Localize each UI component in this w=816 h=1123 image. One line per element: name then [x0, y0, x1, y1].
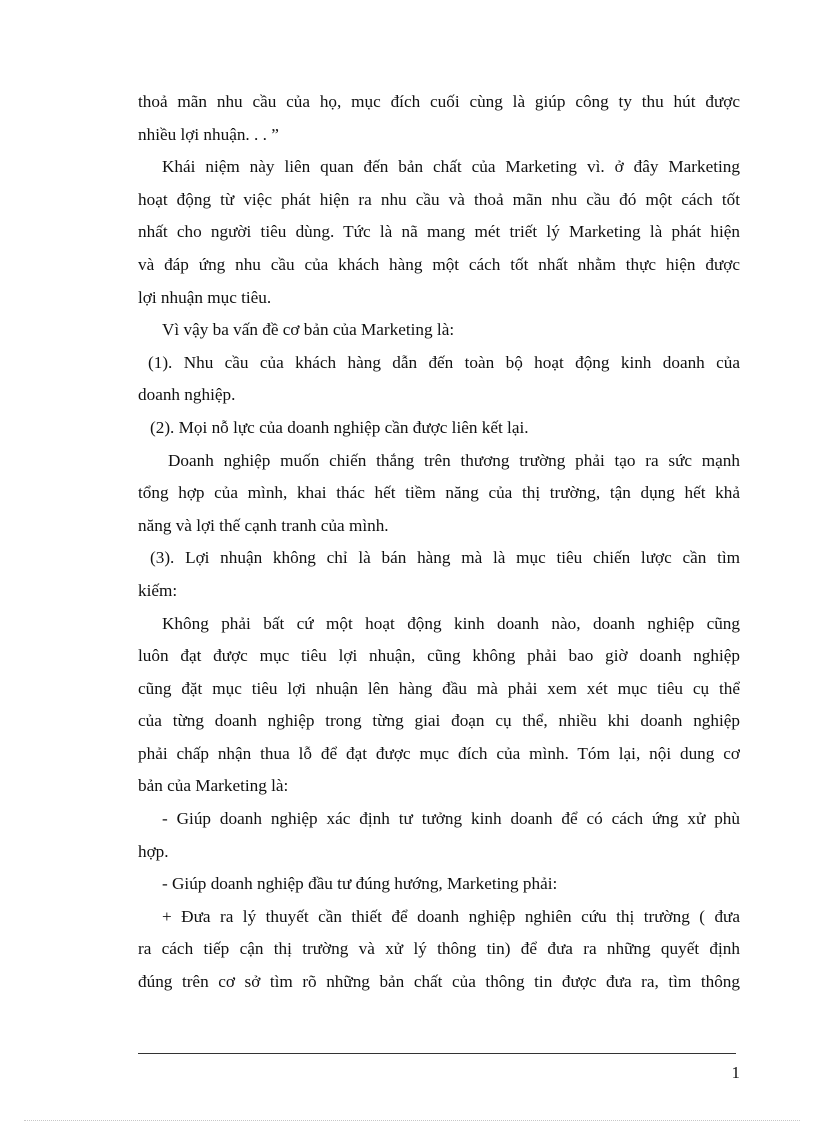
text-line-6: và đáp ứng nhu cầu của khách hàng một cách tốt nhất nhằm thực hiện được: [138, 254, 740, 274]
text-line-17: Không phải bất cứ một hoạt động kinh doanh nào, doanh nghiệp cũng: [162, 613, 740, 633]
text-line-11: (2). Mọi nỗ lực của doanh nghiệp cần được liên kết lại.: [150, 417, 529, 437]
text-line-1: thoả mãn nhu cầu của họ, mục đích cuối cùng là giúp công ty thu hút được: [138, 92, 740, 111]
text-line-8: Vì vậy ba vấn đề cơ bản của Marketing là:: [162, 320, 455, 340]
text-line-15: (3). Lợi nhuận không chỉ là bán hàng mà là mục tiêu chiến lược cần tìm: [150, 548, 740, 568]
text-line-26: + Đưa ra lý thuyết cần thiết để doanh nghiệp nghiên cứu thị trường ( đưa: [162, 906, 740, 926]
text-line-18: luôn đạt được mục tiêu lợi nhuận, cũng không phải bao giờ doanh nghiệp: [138, 646, 740, 666]
text-line-13: tổng hợp của mình, khai thác hết tiềm năng của thị trường, tận dụng hết khả: [138, 483, 740, 503]
page-number: 1: [731, 1063, 740, 1082]
text-line-5: nhất cho người tiêu dùng. Tức là nã mang mét triết lý Marketing là phát hiện: [138, 222, 740, 242]
text-line-22: bản của Marketing là:: [138, 776, 289, 796]
text-line-16: kiếm:: [138, 580, 178, 600]
text-line-28: đúng trên cơ sở tìm rõ những bản chất của thông tin được đưa ra, tìm thông: [138, 972, 740, 992]
document-body: [138, 86, 740, 999]
text-line-3: Khái niệm này liên quan đến bản chất của Marketing vì. ở đây Marketing: [162, 157, 740, 177]
text-line-4: hoạt động từ việc phát hiện ra nhu cầu và thoả mãn nhu cầu đó một cách tốt: [138, 189, 740, 209]
text-line-7: lợi nhuận mục tiêu.: [138, 287, 272, 307]
footer-divider: [138, 1053, 736, 1054]
text-line-14: năng và lợi thế cạnh tranh của mình.: [138, 515, 389, 535]
text-line-9: (1). Nhu cầu của khách hàng dẫn đến toàn bộ hoạt động kinh doanh của: [148, 352, 740, 372]
text-line-10: doanh nghiệp.: [138, 385, 236, 405]
page-edge-divider: [24, 1120, 800, 1121]
text-line-23: - Giúp doanh nghiệp xác định tư tưởng kinh doanh để có cách ứng xử phù: [162, 809, 740, 829]
text-line-24: hợp.: [138, 841, 169, 861]
text-line-27: ra cách tiếp cận thị trường và xử lý thông tin) để đưa ra những quyết định: [138, 939, 740, 959]
text-line-19: cũng đặt mục tiêu lợi nhuận lên hàng đầu mà phải xem xét mục tiêu cụ thể: [138, 678, 740, 698]
text-line-2: nhiều lợi nhuận. . . ”: [138, 124, 279, 144]
text-line-25: - Giúp doanh nghiệp đầu tư đúng hướng, Marketing phải:: [162, 874, 558, 894]
text-line-20: của từng doanh nghiệp trong từng giai đoạn cụ thể, nhiều khi doanh nghiệp: [138, 711, 740, 731]
text-line-12: Doanh nghiệp muốn chiến thắng trên thương trường phải tạo ra sức mạnh: [168, 450, 740, 470]
text-line-21: phải chấp nhận thua lỗ để đạt được mục đích của mình. Tóm lại, nội dung cơ: [138, 743, 740, 763]
